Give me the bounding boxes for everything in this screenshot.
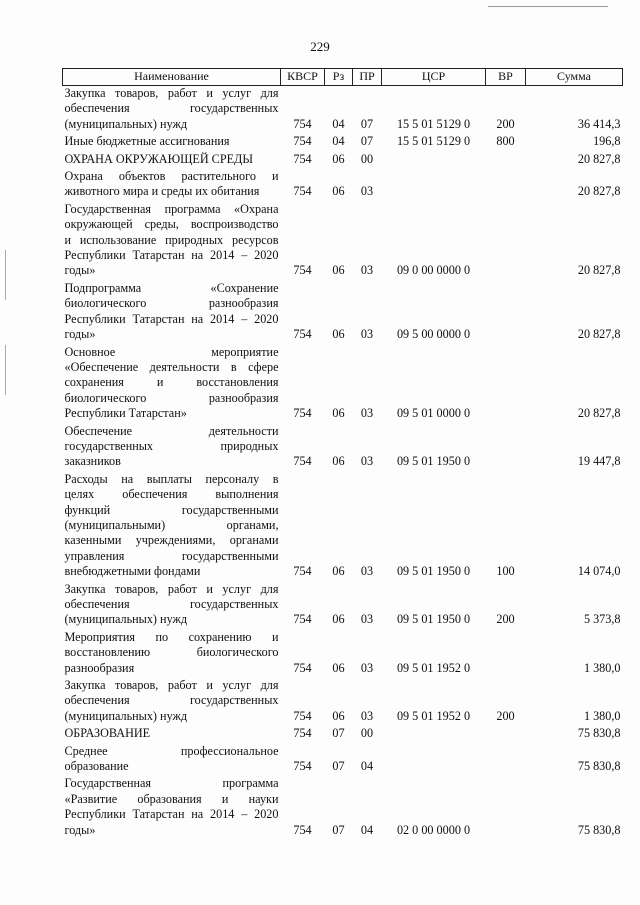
row-name-line: Основное мероприятие bbox=[64, 344, 279, 359]
row-name-line: обеспечения государственных bbox=[64, 693, 279, 708]
row-name bbox=[63, 200, 281, 279]
table-row bbox=[63, 724, 623, 741]
row-pr: 03 bbox=[360, 612, 374, 627]
row-name-line: годы» bbox=[64, 822, 96, 837]
row-vr bbox=[486, 167, 526, 200]
row-name-line: Обеспечение деятельности bbox=[64, 423, 279, 438]
row-sum: 1 380,0 bbox=[583, 660, 621, 675]
column-header-vr: ВР bbox=[486, 69, 526, 86]
table-body bbox=[63, 86, 623, 839]
row-name-line: Подпрограмма «Сохранение bbox=[64, 280, 279, 295]
row-name bbox=[63, 422, 281, 470]
row-name-line: «Обеспечение деятельности в сфере bbox=[64, 359, 279, 374]
row-csr: 15 5 01 5129 0 bbox=[396, 134, 471, 149]
row-pr: 03 bbox=[360, 263, 374, 278]
row-name-line: биологического разнообразия bbox=[64, 390, 279, 405]
row-csr bbox=[382, 742, 486, 775]
row-kvsr: 754 bbox=[293, 327, 312, 342]
row-name-line: Республики Татарстан» bbox=[64, 406, 187, 421]
table-row bbox=[63, 132, 623, 149]
row-name-line: Республики Татарстан на 2014 – 2020 bbox=[64, 248, 279, 263]
row-sum: 1 380,0 bbox=[583, 708, 621, 723]
row-sum: 20 827,8 bbox=[577, 184, 621, 199]
row-name bbox=[63, 628, 281, 676]
row-name-line: восстановлению биологического bbox=[64, 645, 279, 660]
row-pr: 03 bbox=[360, 406, 374, 421]
row-pr: 04 bbox=[360, 822, 374, 837]
column-header-rz: Рз bbox=[325, 69, 353, 86]
row-csr bbox=[382, 167, 486, 200]
row-rz: 06 bbox=[332, 708, 345, 723]
row-pr: 04 bbox=[360, 759, 374, 774]
row-sum: 20 827,8 bbox=[577, 327, 621, 342]
row-name-line: образование bbox=[64, 759, 129, 774]
row-name bbox=[63, 742, 281, 775]
row-sum: 75 830,8 bbox=[577, 822, 621, 837]
row-name bbox=[63, 132, 281, 149]
row-vr bbox=[486, 628, 526, 676]
row-rz: 04 bbox=[332, 116, 345, 131]
row-csr: 09 5 00 0000 0 bbox=[396, 327, 471, 342]
row-pr: 00 bbox=[360, 151, 374, 166]
row-csr: 09 5 01 1950 0 bbox=[396, 612, 471, 627]
row-name bbox=[63, 580, 281, 628]
row-name-line: сохранения и восстановления bbox=[64, 375, 279, 390]
row-pr: 03 bbox=[360, 708, 374, 723]
row-name-line: Иные бюджетные ассигнования bbox=[64, 134, 230, 149]
row-sum: 19 447,8 bbox=[577, 454, 621, 469]
column-header-sum: Сумма bbox=[526, 69, 623, 86]
row-sum: 75 830,8 bbox=[577, 726, 621, 741]
scan-mark bbox=[5, 345, 6, 395]
row-name-line: заказников bbox=[64, 454, 121, 469]
row-vr bbox=[486, 742, 526, 775]
row-name-line: «Развитие образования и науки bbox=[64, 791, 279, 806]
row-name-line: разнообразия bbox=[64, 660, 135, 675]
row-vr bbox=[486, 343, 526, 422]
table-row bbox=[63, 676, 623, 724]
row-vr bbox=[486, 774, 526, 838]
table-row bbox=[63, 580, 623, 628]
row-name bbox=[63, 167, 281, 200]
row-sum: 75 830,8 bbox=[577, 759, 621, 774]
table-row bbox=[63, 150, 623, 167]
row-name-line: животного мира и среды их обитания bbox=[64, 184, 260, 199]
row-csr: 15 5 01 5129 0 bbox=[396, 116, 471, 131]
row-name-line: обеспечения государственных bbox=[64, 597, 279, 611]
row-name-line: обеспечения государственных bbox=[64, 101, 279, 116]
row-vr bbox=[486, 150, 526, 167]
table-row bbox=[63, 470, 623, 580]
header-row bbox=[63, 69, 623, 86]
column-header-pr: ПР bbox=[353, 69, 382, 86]
row-pr: 07 bbox=[360, 134, 374, 149]
row-pr: 03 bbox=[360, 454, 374, 469]
row-name-line: Расходы на выплаты персоналу в bbox=[64, 471, 279, 486]
row-pr: 03 bbox=[360, 660, 374, 675]
row-sum: 14 074,0 bbox=[577, 564, 621, 579]
row-csr bbox=[382, 150, 486, 167]
row-name bbox=[63, 774, 281, 838]
row-name-line: и использование природных ресурсов bbox=[64, 232, 279, 247]
row-name-line: Среднее профессиональное bbox=[64, 743, 279, 758]
row-name-line: Государственная программа «Охрана bbox=[64, 201, 279, 216]
table-row bbox=[63, 86, 623, 133]
row-name-line: ОХРАНА ОКРУЖАЮЩЕЙ СРЕДЫ bbox=[64, 151, 253, 166]
row-name-line: казенными учреждениями, органами bbox=[64, 533, 279, 548]
row-kvsr: 754 bbox=[293, 406, 312, 421]
row-name-line: Закупка товаров, работ и услуг для bbox=[64, 86, 279, 100]
table-row bbox=[63, 422, 623, 470]
row-name bbox=[63, 86, 281, 133]
row-sum: 196,8 bbox=[593, 134, 621, 149]
row-name bbox=[63, 150, 281, 167]
row-sum: 5 373,8 bbox=[583, 612, 621, 627]
row-kvsr: 754 bbox=[293, 151, 312, 166]
row-rz: 06 bbox=[332, 327, 345, 342]
row-kvsr: 754 bbox=[293, 726, 312, 741]
row-kvsr: 754 bbox=[293, 759, 312, 774]
row-kvsr: 754 bbox=[293, 708, 312, 723]
row-name-line: ОБРАЗОВАНИЕ bbox=[64, 726, 151, 741]
row-vr: 800 bbox=[496, 134, 515, 149]
row-vr bbox=[486, 422, 526, 470]
row-rz: 06 bbox=[332, 406, 345, 421]
row-kvsr: 754 bbox=[293, 134, 312, 149]
table-row bbox=[63, 343, 623, 422]
row-sum: 36 414,3 bbox=[577, 116, 621, 131]
row-csr: 09 0 00 0000 0 bbox=[396, 263, 471, 278]
column-header-csr: ЦСР bbox=[382, 69, 486, 86]
row-rz: 07 bbox=[332, 759, 345, 774]
row-kvsr: 754 bbox=[293, 612, 312, 627]
row-kvsr: 754 bbox=[293, 454, 312, 469]
row-name-line: годы» bbox=[64, 263, 96, 278]
row-name-line: государственных природных bbox=[64, 438, 279, 453]
row-csr: 09 5 01 1952 0 bbox=[396, 660, 471, 675]
row-kvsr: 754 bbox=[293, 116, 312, 131]
row-name-line: (муниципальными) органами, bbox=[64, 517, 279, 532]
column-header-kvsr: КВСР bbox=[281, 69, 325, 86]
table-row bbox=[63, 628, 623, 676]
scan-mark bbox=[5, 250, 6, 300]
row-name-line: Государственная программа bbox=[64, 776, 279, 791]
row-name-line: (муниципальных) нужд bbox=[64, 116, 188, 131]
row-name-line: (муниципальных) нужд bbox=[64, 612, 188, 627]
row-name bbox=[63, 279, 281, 343]
row-pr: 00 bbox=[360, 726, 374, 741]
row-name bbox=[63, 343, 281, 422]
row-kvsr: 754 bbox=[293, 822, 312, 837]
row-pr: 03 bbox=[360, 184, 374, 199]
row-rz: 07 bbox=[332, 822, 345, 837]
row-rz: 07 bbox=[332, 726, 345, 741]
row-name-line: Охрана объектов растительного и bbox=[64, 169, 279, 184]
row-name-line: Закупка товаров, работ и услуг для bbox=[64, 581, 279, 596]
row-vr bbox=[486, 279, 526, 343]
row-rz: 04 bbox=[332, 134, 345, 149]
page-number: 229 bbox=[310, 39, 330, 54]
row-rz: 06 bbox=[332, 263, 345, 278]
row-name-line: целях обеспечения выполнения bbox=[64, 487, 279, 502]
row-kvsr: 754 bbox=[293, 263, 312, 278]
scan-mark bbox=[488, 6, 608, 7]
row-vr: 200 bbox=[496, 708, 515, 723]
row-csr: 09 5 01 0000 0 bbox=[396, 406, 471, 421]
row-sum: 20 827,8 bbox=[577, 263, 621, 278]
row-name-line: годы» bbox=[64, 327, 96, 342]
row-name-line: Мероприятия по сохранению и bbox=[64, 629, 279, 644]
row-csr: 09 5 01 1950 0 bbox=[396, 564, 471, 579]
row-csr bbox=[382, 724, 486, 741]
row-name-line: внебюджетными фондами bbox=[64, 564, 201, 579]
row-sum: 20 827,8 bbox=[577, 151, 621, 166]
row-sum: 20 827,8 bbox=[577, 406, 621, 421]
row-name-line: управления государственными bbox=[64, 548, 279, 563]
row-rz: 06 bbox=[332, 612, 345, 627]
row-name-line: функций государственными bbox=[64, 502, 279, 517]
row-csr: 09 5 01 1950 0 bbox=[396, 454, 471, 469]
row-name-line: Республики Татарстан на 2014 – 2020 bbox=[64, 807, 279, 822]
row-rz: 06 bbox=[332, 660, 345, 675]
budget-table bbox=[62, 68, 623, 838]
row-vr: 200 bbox=[496, 612, 515, 627]
row-csr: 02 0 00 0000 0 bbox=[396, 822, 471, 837]
row-rz: 06 bbox=[332, 151, 345, 166]
row-csr: 09 5 01 1952 0 bbox=[396, 708, 471, 723]
row-name-line: биологического разнообразия bbox=[64, 296, 279, 311]
row-rz: 06 bbox=[332, 184, 345, 199]
table-row bbox=[63, 742, 623, 775]
row-name bbox=[63, 676, 281, 724]
row-pr: 03 bbox=[360, 564, 374, 579]
table-row bbox=[63, 200, 623, 279]
column-header-name: Наименование bbox=[63, 69, 281, 86]
table-row bbox=[63, 279, 623, 343]
row-name bbox=[63, 470, 281, 580]
row-vr bbox=[486, 200, 526, 279]
row-pr: 07 bbox=[360, 116, 374, 131]
row-pr: 03 bbox=[360, 327, 374, 342]
row-name-line: (муниципальных) нужд bbox=[64, 708, 188, 723]
row-rz: 06 bbox=[332, 454, 345, 469]
table-row bbox=[63, 774, 623, 838]
row-name-line: окружающей среды, воспроизводство bbox=[64, 217, 279, 232]
row-rz: 06 bbox=[332, 564, 345, 579]
row-name-line: Закупка товаров, работ и услуг для bbox=[64, 678, 279, 693]
row-name bbox=[63, 724, 281, 741]
table-row bbox=[63, 167, 623, 200]
row-vr bbox=[486, 724, 526, 741]
row-kvsr: 754 bbox=[293, 184, 312, 199]
row-kvsr: 754 bbox=[293, 564, 312, 579]
row-vr: 100 bbox=[496, 564, 515, 579]
row-name-line: Республики Татарстан на 2014 – 2020 bbox=[64, 311, 279, 326]
row-vr: 200 bbox=[496, 116, 515, 131]
row-kvsr: 754 bbox=[293, 660, 312, 675]
